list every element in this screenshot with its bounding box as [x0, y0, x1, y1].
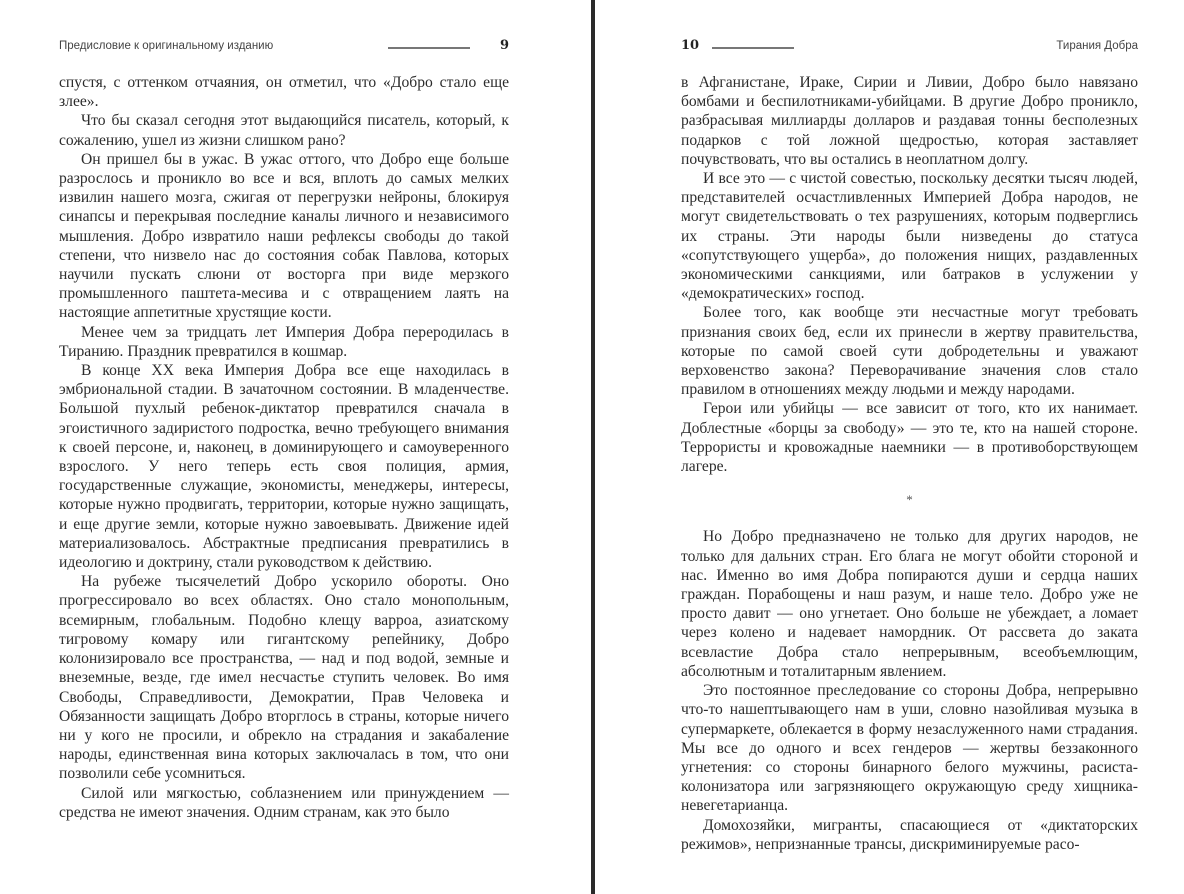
paragraph: Что бы сказал сегодня этот выдающийся писатель, который, к сожалению, ушел из жизни слишком рано? — [59, 112, 509, 149]
paragraph: спустя, с оттенком отчаяния, он отметил, что «Добро стало еще злее». — [59, 74, 509, 111]
paragraph: Но Добро предназначено не только для других народов, не только для дальних стран. Его блага не могут обойти стороной и нас. Именно во имя Добра попираются души и сердца наших граждан. Порабощены и наш разум, и наше тело. Добро уже не просто давит — оно угнетает. Оно больше не убеждает, а ломает через колено и надевает намордник. От рассвета до заката всевластие Добра стало непрерывным, всеобъемлющим, абсолютным и тоталитарным явлением. — [681, 528, 1138, 680]
running-head-left: Предисловие к оригинальному изданию — [59, 40, 274, 52]
paragraph: Это постоянное преследование со стороны Добра, непрерывно что-то нашептывающего нам в уши, словно назойливая музыка в супермаркете, облекается в форму незаслуженного нами страдания. Мы все до одного и всех гендеров — жертвы беззаконного угнетения: со стороны бинарного белого мужчины, расиста-колонизатора или загрязняющего окружающую среду хищника-невегетарианца. — [681, 682, 1138, 815]
paragraph: Домохозяйки, мигранты, спасающиеся от «диктаторских режимов», непризнанные трансы, дискриминируемые расо- — [681, 816, 1138, 853]
left-page — [0, 0, 591, 894]
paragraph: Менее чем за тридцать лет Империя Добра переродилась в Тиранию. Праздник превратился в кошмар. — [59, 323, 509, 360]
paragraph: Герои или убийцы — все зависит от того, кто их нанимает. Доблестные «борцы за свободу» — это те, кто на нашей стороне. Террористы и кровожадные наемники — в противоборствующем лагере. — [681, 400, 1138, 476]
paragraph: в Афганистане, Ираке, Сирии и Ливии, Добро было навязано бомбами и беспилотниками-убийцами. В другие Добро проникло, разбрасывая миллиарды долларов и раздавая тонны бесполезных подарков с той ложной щедростью, которая заставляет почувствовать, что вы остались в неоплатном долгу. — [681, 74, 1138, 168]
right-page — [595, 0, 1184, 894]
right-page-body — [681, 73, 1138, 854]
header-rule-right — [712, 47, 794, 49]
page-number-left: 9 — [500, 38, 510, 53]
paragraph: В конце XX века Империя Добра все еще находилась в эмбриональной стадии. В зачаточном состоянии. В младенчестве. Большой пухлый ребенок-диктатор превратился сначала в эгоистичного задиристого подростка, вечно требующего внимания к своей персоне, и, наконец, в доминирующего и самоуверенного взрослого. У него теперь есть своя полиция, армия, государственные служащие, экономисты, менеджеры, интересы, которые нужно продвигать, территории, которые нужно защищать, и еще другие земли, которые нужно завоевывать. Движение идей материализовалось. Абстрактные предписания превратились в идеологию и доктрину, стали руководством к действию. — [59, 362, 509, 572]
running-head-right: Тирания Добра — [1056, 40, 1138, 52]
paragraph: Более того, как вообще эти несчастные могут требовать признания своих бед, если их принесли в жертву правительства, которые по самой своей сути добродетельны и уважают верховенство закона? Переворачивание значения слов стало правилом в отношениях между людьми и между народами. — [681, 304, 1138, 399]
section-break-asterisk: * — [906, 492, 913, 508]
page-number-right: 10 — [681, 38, 700, 53]
paragraph: Силой или мягкостью, соблазнением или принуждением — средства не имеют значения. Одним странам, как это было — [59, 784, 509, 821]
paragraph: На рубеже тысячелетий Добро ускорило обороты. Оно прогрессировало во всех областях. Оно стало монопольным, всемирным, глобальным. Подобно клещу варроа, азиатскому тигровому комару или гигантскому репейнику, Добро колонизировало все пространства, — над и под водой, земные и внеземные, везде, где имел несчастье ступить человек. Во имя Свободы, Справедливости, Демократии, Прав Человека и Обязанности защищать Добро вторглось в страны, которые ничего ни у кого не просили, и обрекло на страдания и закабаление народы, единственная вина которых заключалась в том, что они позволили себе усомниться. — [59, 573, 509, 783]
left-page-body — [59, 73, 509, 822]
paragraph: И все это — с чистой совестью, поскольку десятки тысяч людей, представителей осчастливленных Империей Добра народов, не могут свидетельствовать о тех разрушениях, которым подверглись их страны. Эти народы были низведены до статуса «сопутствующего ущерба», до положения нищих, раздавленных экономическими санкциями, или батраков в услужении у «демократических» господ. — [681, 170, 1138, 303]
paragraph: Он пришел бы в ужас. В ужас оттого, что Добро еще больше разрослось и проникло во все и вся, вплоть до самых мелких извилин нашего мозга, сжигая от перегрузки нейроны, блокируя синапсы и перекрывая последние каналы личного и независимого мышления. Добро извратило наши рефлексы свободы до такой степени, что низвело нас до состояния собак Павлова, которых научили пускать слюни от восторга при виде мерзкого промышленного паштета-месива и с отвращением лаять на настоящие аппетитные хрустящие кости. — [59, 150, 509, 322]
header-rule-left — [388, 47, 470, 49]
